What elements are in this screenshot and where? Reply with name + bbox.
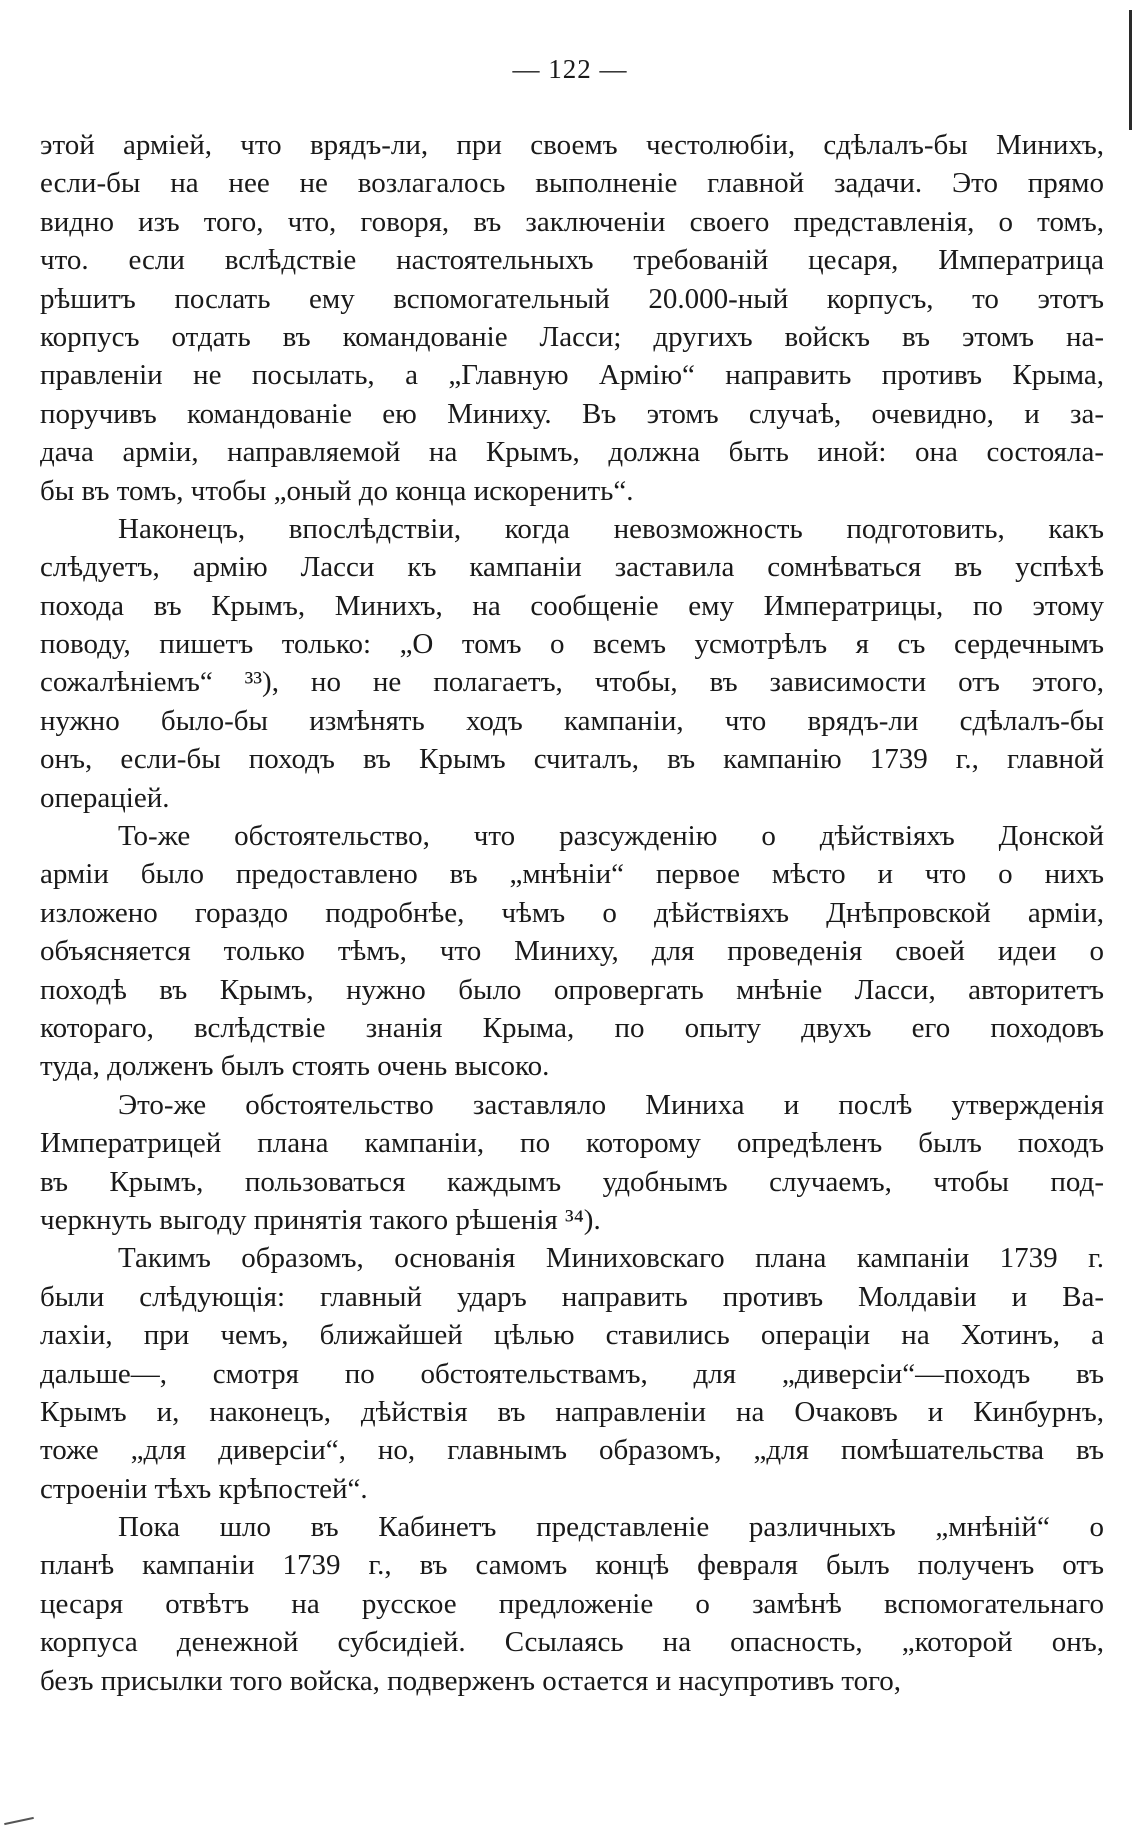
text-line: черкнуть выгоду принятія такого рѣшенія ³⁴).	[40, 1203, 601, 1236]
text-line: рѣшитъ послать ему вспомогательный 20.000-ный корпусъ, то этотъ	[40, 282, 1104, 315]
text-line: Это-же обстоятельство заставляло Миниха и послѣ утвержденія	[118, 1088, 1104, 1121]
text-line: Такимъ образомъ, основанія Миниховскаго плана кампаніи 1739 г.	[118, 1242, 1104, 1275]
text-line: арміи было предоставлено въ „мнѣніи“ первое мѣсто и что о нихъ	[40, 858, 1104, 891]
page-number: — 122 —	[512, 54, 628, 84]
text-line: цесаря отвѣтъ на русское предложеніе о замѣнѣ вспомогательнаго	[40, 1587, 1104, 1620]
text-line: этой арміей, что врядъ-ли, при своемъ честолюбіи, сдѣлалъ-бы Минихъ,	[40, 129, 1104, 161]
text-line: объясняется только тѣмъ, что Миниху, для проведенія своей идеи о	[40, 935, 1104, 968]
text-line: сожалѣніемъ“ ³³), но не полагаетъ, чтобы, въ зависимости отъ этого,	[40, 666, 1104, 699]
text-line: изложено гораздо подробнѣе, чѣмъ о дѣйствіяхъ Днѣпровской арміи,	[40, 896, 1104, 929]
paragraph	[40, 1086, 1104, 1240]
text-line: что. если вслѣдствіе настоятельныхъ требованій цесаря, Императрица	[40, 244, 1104, 277]
scan-corner-mark	[4, 1817, 34, 1825]
text-line: дальше—, смотря по обстоятельствамъ, для „диверсіи“—походъ въ	[40, 1357, 1104, 1390]
text-line: корпуса денежной субсидіей. Ссылаясь на опасность, „которой онъ,	[40, 1626, 1104, 1659]
text-line: строеніи тѣхъ крѣпостей“.	[40, 1472, 368, 1505]
text-line: Крымъ и, наконецъ, дѣйствія въ направленіи на Очаковъ и Кинбурнъ,	[40, 1395, 1104, 1428]
text-line: походѣ въ Крымъ, нужно было опровергать мнѣніе Ласси, авторитетъ	[40, 973, 1104, 1006]
text-line: были слѣдующія: главный ударъ направить противъ Молдавіи и Ва-	[40, 1280, 1104, 1313]
text-line: туда, долженъ былъ стоять очень высоко.	[40, 1050, 550, 1083]
paragraph	[40, 817, 1104, 1086]
text-line: поручивъ командованіе ею Миниху. Въ этомъ случаѣ, очевидно, и за-	[40, 397, 1104, 430]
text-line: поводу, пишетъ только: „О томъ о всемъ усмотрѣлъ я съ сердечнымъ	[40, 628, 1104, 661]
text-line: дача арміи, направляемой на Крымъ, должна быть иной: она состояла-	[40, 436, 1104, 469]
text-line: корпусъ отдать въ командованіе Ласси; другихъ войскъ въ этомъ на-	[40, 320, 1104, 353]
text-line: планѣ кампаніи 1739 г., въ самомъ концѣ февраля былъ полученъ отъ	[40, 1549, 1104, 1582]
text-line: Наконецъ, впослѣдствіи, когда невозможность подготовить, какъ	[118, 512, 1104, 545]
text-line: бы въ томъ, чтобы „оный до конца искоренить“.	[40, 474, 634, 507]
text-line: похода въ Крымъ, Минихъ, на сообщеніе ему Императрицы, по этому	[40, 589, 1104, 622]
text-line: Пока шло въ Кабинетъ представленіе различныхъ „мнѣній“ о	[118, 1511, 1104, 1544]
text-line: тоже „для диверсіи“, но, главнымъ образомъ, „для помѣшательства въ	[40, 1434, 1104, 1467]
text-line: въ Крымъ, пользоваться каждымъ удобнымъ случаемъ, чтобы под-	[40, 1165, 1104, 1198]
text-line: если-бы на нее не возлагалось выполненіе главной задачи. Это прямо	[40, 167, 1104, 200]
text-line: видно изъ того, что, говоря, въ заключеніи своего представленія, о томъ,	[40, 205, 1104, 238]
paragraph	[40, 1239, 1104, 1508]
paragraph	[40, 126, 1104, 510]
text-line: слѣдуетъ, армію Ласси къ кампаніи заставила сомнѣваться въ успѣхѣ	[40, 551, 1104, 584]
paragraph	[40, 1508, 1104, 1700]
text-line: безъ присылки того войска, подверженъ остается и насупротивъ того,	[40, 1664, 902, 1697]
text-line: нужно было-бы измѣнять ходъ кампаніи, что врядъ-ли сдѣлалъ-бы	[40, 704, 1104, 737]
text-line: Императрицей плана кампаніи, по которому опредѣленъ былъ походъ	[40, 1127, 1104, 1160]
text-body	[40, 126, 1104, 1700]
text-line: лахіи, при чемъ, ближайшей цѣлью ставились операціи на Хотинъ, а	[40, 1319, 1104, 1352]
paragraph	[40, 510, 1104, 817]
text-line: котораго, вслѣдствіе знанія Крыма, по опыту двухъ его походовъ	[40, 1011, 1104, 1044]
text-line: онъ, если-бы походъ въ Крымъ считалъ, въ кампанію 1739 г., главной	[40, 743, 1104, 776]
text-line: операціей.	[40, 781, 170, 814]
text-line: правленіи не посылать, а „Главную Армію“ направить противъ Крыма,	[40, 359, 1104, 392]
text-line: То-же обстоятельство, что разсужденію о дѣйствіяхъ Донской	[118, 820, 1104, 853]
